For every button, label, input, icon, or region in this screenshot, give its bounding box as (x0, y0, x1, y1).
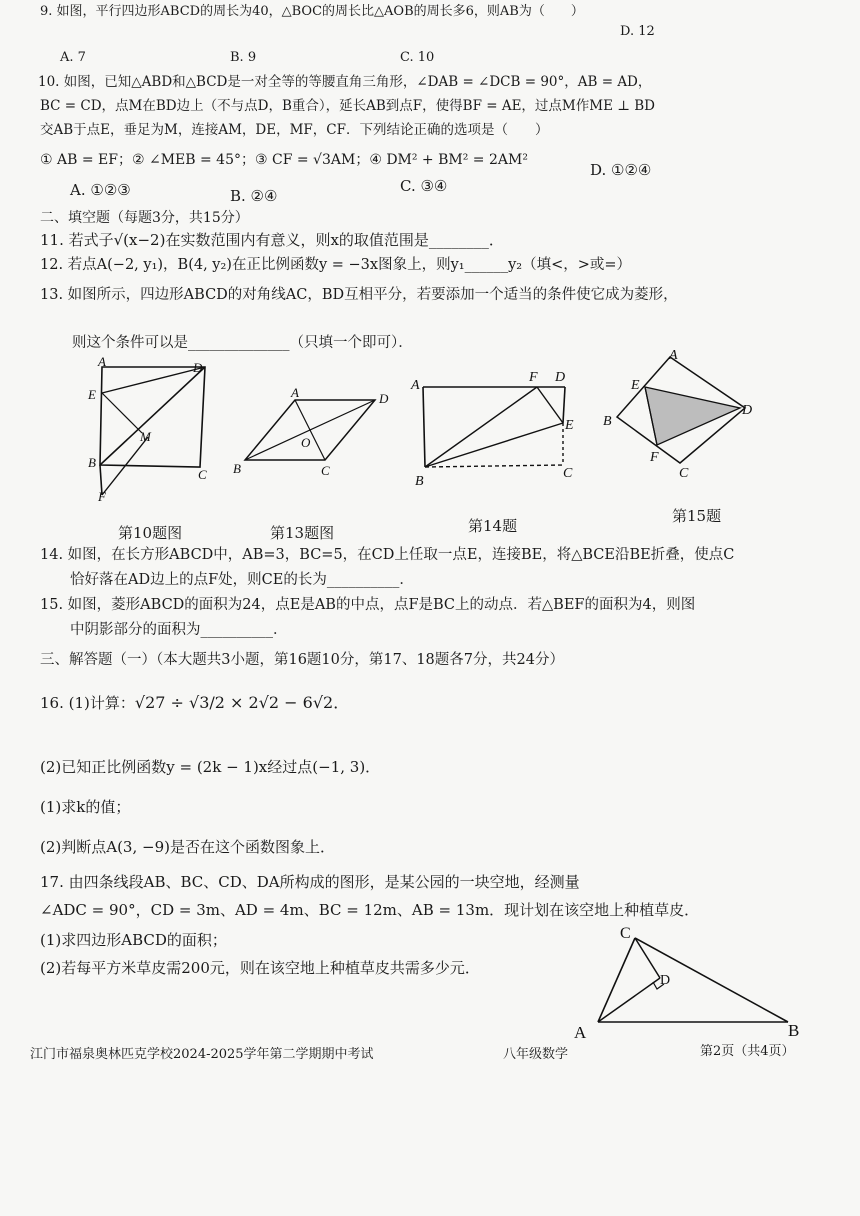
q16-sub2: (2)判断点A(3, −9)是否在这个函数图象上． (40, 838, 335, 856)
q10-option-c: C. ③④ (400, 177, 448, 195)
fig14-label-c: C (563, 466, 573, 481)
fig14-label-b: B (415, 474, 424, 489)
q10-line2: BC = CD，点M在BD边上（不与点D，B重合），延长AB到点F，使得BF = AE，过点M作ME ⊥ BD (40, 98, 655, 114)
fig13-label-b: B (233, 461, 241, 476)
q16-part1-prefix: 16. (1)计算： (40, 694, 135, 712)
fig13-label-o: O (301, 435, 311, 450)
fig10-label-c: C (198, 467, 207, 482)
fig15-label-a: A (669, 348, 678, 363)
fig17-label-c: C (620, 925, 631, 942)
q14-line1: 14. 如图，在长方形ABCD中，AB=3，BC=5，在CD上任取一点E，连接BE，将△BCE沿BE折叠，使点C (40, 547, 735, 563)
fig14-label-a: A (411, 378, 420, 393)
q9-option-c: C. 10 (400, 50, 435, 65)
section-answer-heading: 三、解答题（一）（本大题共3小题，第16题10分，第17、18题各7分，共24分） (40, 652, 564, 668)
fig15-label-c: C (679, 466, 689, 481)
fig15-label-f: F (650, 450, 659, 465)
fig10-label-f: F (98, 489, 106, 504)
q17-sub2: (2)若每平方米草皮需200元，则在该空地上种植草皮共需多少元． (40, 959, 480, 977)
figure-q15 (595, 345, 770, 485)
q16-part1-label (40, 693, 349, 713)
q9-option-b: B. 9 (230, 50, 257, 65)
footer-school: 江门市福泉奥林匹克学校2024-2025学年第二学期期中考试 (30, 1047, 374, 1062)
caption-q14: 第14题 (468, 517, 518, 535)
fig14-label-d: D (555, 370, 566, 385)
fig17-label-a: A (574, 1023, 587, 1042)
caption-q13: 第13题图 (270, 524, 335, 542)
q9-option-d: D. 12 (620, 24, 655, 39)
q10-conclusions: ① AB = EF；② ∠MEB = 45°；③ CF = √3AM；④ DM² + BM² = 2AM² (40, 152, 528, 168)
q13-line1: 13. 如图所示，四边形ABCD的对角线AC，BD互相平分，若要添加一个适当的条件使它成为菱形， (40, 287, 678, 303)
fig17-label-d: D (660, 973, 671, 988)
q16-part2: (2)已知正比例函数y = (2k − 1)x经过点(−1, 3)． (40, 758, 381, 776)
q15-line1: 15. 如图，菱形ABCD的面积为24，点E是AB的中点，点F是BC上的动点．若△BEF的面积为4，则图 (40, 597, 696, 613)
fig14-label-e: E (565, 418, 574, 433)
q17-sub1: (1)求四边形ABCD的面积； (40, 931, 227, 949)
section-fill-blank-heading: 二、填空题（每题3分，共15分） (40, 210, 249, 226)
fig10-label-e: E (88, 387, 96, 402)
fig15-label-d: D (742, 403, 753, 418)
q10-option-b: B. ②④ (230, 187, 278, 205)
q10-option-a: A. ①②③ (70, 181, 131, 199)
footer-grade: 八年级数学 (503, 1047, 569, 1062)
q17-line2: ∠ADC = 90°，CD = 3m、AD = 4m、BC = 12m、AB = 13m．现计划在该空地上种植草皮． (40, 901, 700, 919)
fig10-label-m: M (140, 429, 151, 444)
figure-q14 (405, 365, 585, 495)
q10-line1: 10. 如图，已知△ABD和△BCD是一对全等的等腰直角三角形，∠DAB = ∠DCB = 90°，AB = AD， (38, 74, 652, 90)
figure-q17 (560, 920, 810, 1045)
fig10-label-b: B (88, 455, 96, 470)
fig15-label-e: E (631, 378, 640, 393)
q10-option-d: D. ①②④ (590, 161, 652, 179)
fig13-label-a: A (291, 385, 299, 400)
caption-q10: 第10题图 (118, 524, 183, 542)
q13-line2: 则这个条件可以是______________（只填一个即可）． (72, 335, 413, 351)
figure-q10 (80, 355, 220, 505)
q9-option-a: A. 7 (60, 50, 86, 65)
q17-line1: 17. 由四条线段AB、BC、CD、DA所构成的图形，是某公园的一块空地，经测量 (40, 873, 580, 891)
caption-q15: 第15题 (672, 507, 722, 525)
q16-sub1: (1)求k的值； (40, 798, 131, 816)
fig15-label-b: B (603, 414, 612, 429)
footer-page: 第2页（共4页） (700, 1044, 795, 1059)
q12: 12. 若点A(−2, y₁)，B(4, y₂)在正比例函数y = −3x图象上，则y₁______y₂（填<，>或=） (40, 257, 632, 273)
q15-line2: 中阴影部分的面积为__________． (70, 622, 288, 638)
fig13-label-c: C (321, 463, 330, 478)
fig17-label-b: B (788, 1021, 800, 1040)
q11: 11. 若式子√(x−2)在实数范围内有意义，则x的取值范围是________． (40, 231, 504, 249)
fig10-label-a: A (98, 355, 106, 369)
q14-line2: 恰好落在AD边上的点F处，则CE的长为__________． (70, 572, 414, 588)
q16-part1-expression: √27 ÷ √3/2 × 2√2 − 6√2． (134, 693, 350, 712)
q10-line3: 交AB于点E，垂足为M，连接AM，DE，MF，CF．下列结论正确的选项是（ ） (40, 122, 549, 138)
fig10-label-d: D (193, 360, 203, 375)
fig13-label-d: D (379, 391, 389, 406)
q9-stem: 9. 如图，平行四边形ABCD的周长为40，△BOC的周长比△AOB的周长多6，则AB为（ ） (40, 4, 584, 19)
fig14-label-f: F (529, 370, 538, 385)
figure-q13 (225, 385, 400, 480)
